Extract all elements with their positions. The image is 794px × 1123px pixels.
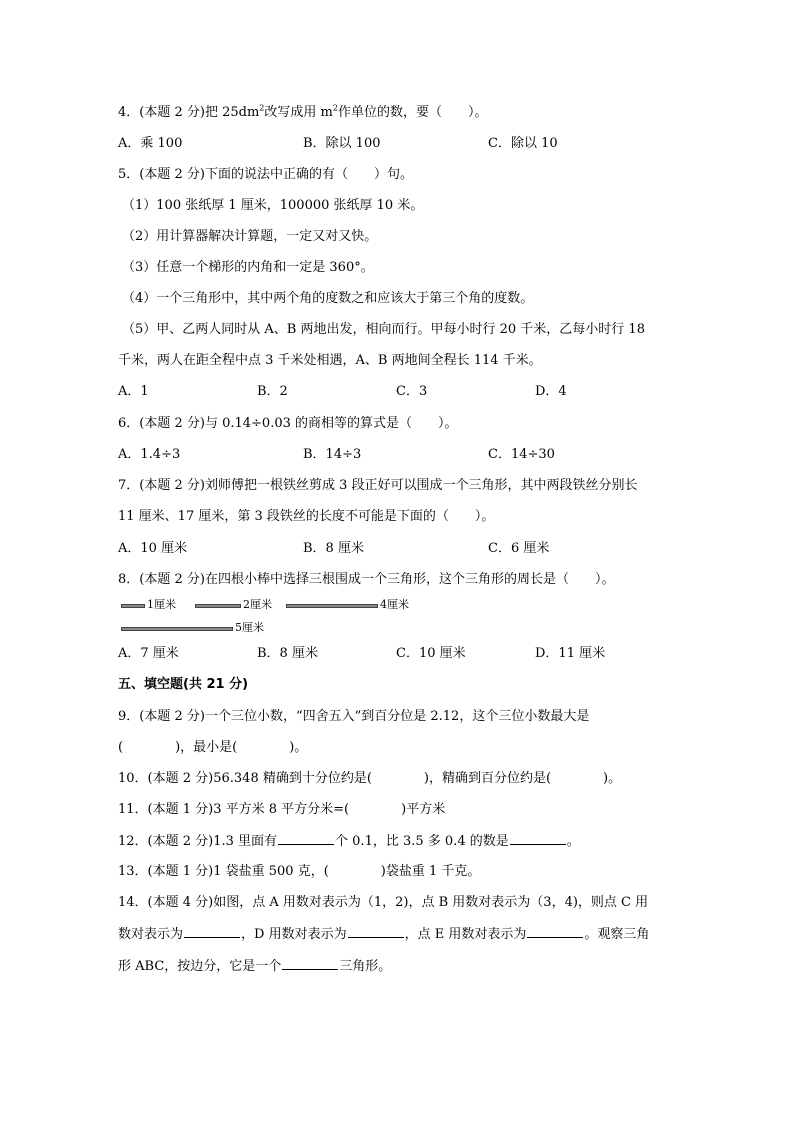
- q7-option-b[interactable]: B．8 厘米: [303, 541, 364, 556]
- question-8-stem: 8．(本题 2 分)在四根小棒中选择三根围成一个三角形，这个三角形的周长是（ ）。: [118, 572, 615, 587]
- stick-4cm-label: 4厘米: [380, 598, 409, 611]
- stick-5cm-label: 5厘米: [235, 621, 264, 634]
- question-12: [118, 832, 688, 851]
- stick-1cm: [121, 604, 145, 608]
- q12-text-c: 。: [566, 834, 580, 849]
- question-13: 13．(本题 1 分)1 袋盐重 500 克，( )袋盐重 1 千克。: [118, 864, 481, 879]
- question-10: 10．(本题 2 分)56.348 精确到十分位约是( )，精确到百分位约是( )。: [118, 771, 622, 786]
- stick-2cm-label: 2厘米: [243, 598, 272, 611]
- question-8-options: [118, 645, 698, 663]
- q4-text-a: 4．(本题 2 分)把 25dm: [118, 105, 260, 120]
- question-6-options: [118, 446, 698, 464]
- q5-statement-5b: 千米，两人在距全程中点 3 千米处相遇，A、B 两地间全程长 114 千米。: [118, 353, 542, 368]
- q7-option-a[interactable]: A．10 厘米: [118, 541, 188, 556]
- q12-blank-1[interactable]: [278, 832, 334, 845]
- stick-2cm: [195, 604, 241, 608]
- q8-option-c[interactable]: C．10 厘米: [396, 646, 466, 661]
- q5-statement-3: （3）任意一个梯形的内角和一定是 360°。: [122, 260, 374, 275]
- q4-sup-1: 2: [259, 103, 265, 113]
- q6-option-a[interactable]: A．1.4÷3: [118, 447, 181, 462]
- q5-statement-1: （1）100 张纸厚 1 厘米，100000 张纸厚 10 米。: [122, 198, 424, 213]
- q8-option-d[interactable]: D．11 厘米: [535, 646, 606, 661]
- q14-text-a: 数对表示为: [118, 927, 184, 942]
- q14-blank-d[interactable]: [348, 925, 404, 938]
- q5-statement-2: （2）用计算器解决计算题，一定又对又快。: [122, 229, 378, 244]
- q12-blank-2[interactable]: [510, 832, 566, 845]
- q4-sup-2: 2: [332, 103, 338, 113]
- q14-blank-c[interactable]: [184, 925, 240, 938]
- q6-option-c[interactable]: C．14÷30: [488, 447, 555, 462]
- question-11: 11．(本题 1 分)3 平方米 8 平方分米=( )平方米: [118, 802, 446, 817]
- q14-text-b: ，D 用数对表示为: [241, 927, 347, 942]
- q14-text-d: 。观察三角: [584, 927, 650, 942]
- question-7-line-1: 7．(本题 2 分)刘师傅把一根铁丝剪成 3 段正好可以围成一个三角形，其中两段铁丝分别长: [118, 478, 638, 493]
- stick-4cm: [286, 604, 378, 608]
- question-7-options: [118, 540, 698, 558]
- q4-text-b: 改写成用 m: [264, 105, 333, 120]
- question-4-options: [118, 135, 698, 153]
- q4-option-c[interactable]: C．除以 10: [488, 136, 558, 151]
- q5-option-d[interactable]: D．4: [535, 384, 567, 399]
- q5-option-a[interactable]: A．1: [118, 384, 149, 399]
- q14-text-c: ，点 E 用数对表示为: [404, 927, 527, 942]
- question-14-line-2: [118, 925, 688, 944]
- q4-text-c: 作单位的数，要（ ）。: [337, 105, 488, 120]
- q5-option-c[interactable]: C．3: [396, 384, 428, 399]
- stick-1cm-label: 1厘米: [147, 598, 176, 611]
- q6-option-b[interactable]: B．14÷3: [303, 447, 362, 462]
- q14-text-e: 形 ABC，按边分，它是一个: [118, 959, 282, 974]
- q5-statement-4: （4）一个三角形中，其中两个角的度数之和应该大于第三个角的度数。: [122, 291, 534, 306]
- question-6-stem: 6．(本题 2 分)与 0.14÷0.03 的商相等的算式是（ ）。: [118, 416, 458, 431]
- q5-statement-5a: （5）甲、乙两人同时从 A、B 两地出发，相向而行。甲每小时行 20 千米，乙每小时行 18: [122, 322, 645, 337]
- question-7-line-2: 11 厘米、17 厘米，第 3 段铁丝的长度不可能是下面的（ ）。: [118, 509, 495, 524]
- question-14-line-1: 14．(本题 4 分)如图，点 A 用数对表示为（1，2)，点 B 用数对表示为（3，4)，则点 C 用: [118, 895, 649, 910]
- q7-option-c[interactable]: C．6 厘米: [488, 541, 550, 556]
- q5-option-b[interactable]: B．2: [257, 384, 288, 399]
- q14-blank-e[interactable]: [527, 925, 583, 938]
- question-5-stem: 5．(本题 2 分)下面的说法中正确的有（ ）句。: [118, 167, 413, 182]
- q4-option-a[interactable]: A．乘 100: [118, 136, 183, 151]
- q8-option-b[interactable]: B．8 厘米: [257, 646, 318, 661]
- question-9-line-2: ( )，最小是( )。: [118, 740, 308, 755]
- q12-text-a: 12．(本题 2 分)1.3 里面有: [118, 834, 278, 849]
- question-9-line-1: 9．(本题 2 分)一个三位小数，“四舍五入”到百分位是 2.12，这个三位小数最大是: [118, 709, 590, 724]
- q8-option-a[interactable]: A．7 厘米: [118, 646, 179, 661]
- question-4-stem: [118, 104, 688, 122]
- stick-5cm: [121, 627, 233, 631]
- q4-option-b[interactable]: B．除以 100: [303, 136, 381, 151]
- q14-text-f: 三角形。: [339, 959, 392, 974]
- question-14-line-3: [118, 957, 688, 976]
- q14-blank-type[interactable]: [282, 957, 338, 970]
- section-5-title: 五、填空题(共 21 分): [118, 677, 249, 692]
- q12-text-b: 个 0.1，比 3.5 多 0.4 的数是: [335, 834, 509, 849]
- question-5-options: [118, 383, 698, 401]
